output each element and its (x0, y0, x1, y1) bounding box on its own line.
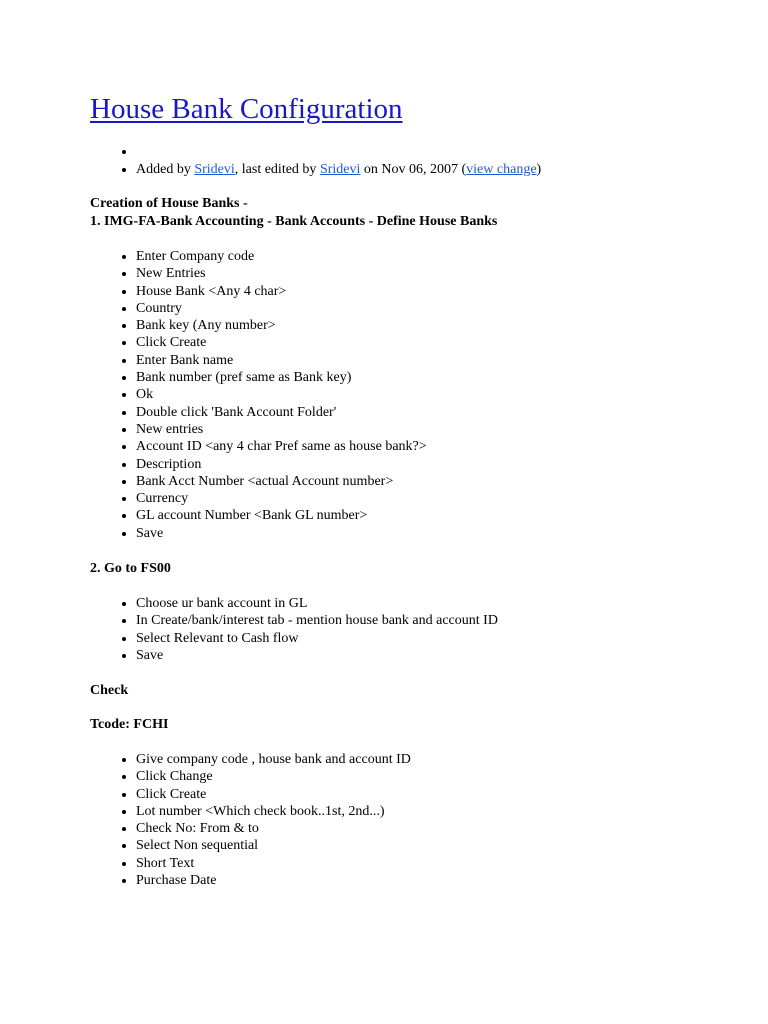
list-item: • Check No: From & to (136, 820, 411, 837)
list-item: • Save (136, 647, 498, 664)
edited-by-label: , last edited by (234, 161, 320, 177)
section1-heading (90, 195, 497, 230)
list-item: • Enter Company code (136, 248, 427, 265)
list-item: • Click Create (136, 786, 411, 803)
edit-date: on Nov 06, 2007 ( (360, 161, 467, 177)
list-item: • Bank key (Any number> (136, 317, 427, 334)
list-item: • Double click 'Bank Account Folder' (136, 404, 427, 421)
list-item: • Bank number (pref same as Bank key) (136, 369, 427, 386)
meta-list (90, 143, 541, 178)
meta-empty-item (136, 143, 541, 161)
list-item: • New Entries (136, 265, 427, 282)
tcode-heading: Tcode: FCHI (90, 717, 169, 732)
list-item: • GL account Number <Bank GL number> (136, 507, 427, 524)
list-item: • Country (136, 300, 427, 317)
list-item: • Short Text (136, 855, 411, 872)
list-item: • House Bank <Any 4 char> (136, 283, 427, 300)
list-item: • Bank Acct Number <actual Account number> (136, 473, 427, 490)
list-item: • Choose ur bank account in GL (136, 595, 498, 612)
check-heading: Check (90, 683, 129, 698)
list-item: • Click Change (136, 768, 411, 785)
list-item: • Ok (136, 386, 427, 403)
author-link[interactable]: Sridevi (194, 161, 235, 177)
list-item: • New entries (136, 421, 427, 438)
section1-heading-line2: 1. IMG-FA-Bank Accounting - Bank Accounts - Define House Banks (90, 213, 498, 229)
section1-list (90, 248, 427, 542)
view-change-link[interactable]: view change (466, 161, 537, 177)
list-item: • Select Non sequential (136, 837, 411, 854)
section2-heading: 2. Go to FS00 (90, 561, 171, 576)
section2-list (90, 595, 498, 664)
list-item: • Click Create (136, 334, 427, 351)
tcode-list (90, 751, 411, 889)
section1-heading-line1: Creation of House Banks - (90, 196, 248, 211)
list-item: • Give company code , house bank and account ID (136, 751, 411, 768)
added-by-label: Added by (136, 161, 195, 177)
close-paren: ) (536, 161, 542, 177)
page-title (90, 89, 403, 129)
list-item: • Currency (136, 490, 427, 507)
list-item: • Lot number <Which check book..1st, 2nd...) (136, 803, 411, 820)
list-item: • Account ID <any 4 char Pref same as house bank?> (136, 438, 427, 455)
page-title-link[interactable]: House Bank Configuration (90, 93, 403, 125)
list-item: • Description (136, 456, 427, 473)
list-item: • Select Relevant to Cash flow (136, 630, 498, 647)
list-item: • Enter Bank name (136, 352, 427, 369)
list-item: • Purchase Date (136, 872, 411, 889)
list-item: • Save (136, 525, 427, 542)
list-item: • In Create/bank/interest tab - mention house bank and account ID (136, 612, 498, 629)
editor-link[interactable]: Sridevi (319, 161, 361, 177)
meta-edit-info (136, 161, 541, 179)
